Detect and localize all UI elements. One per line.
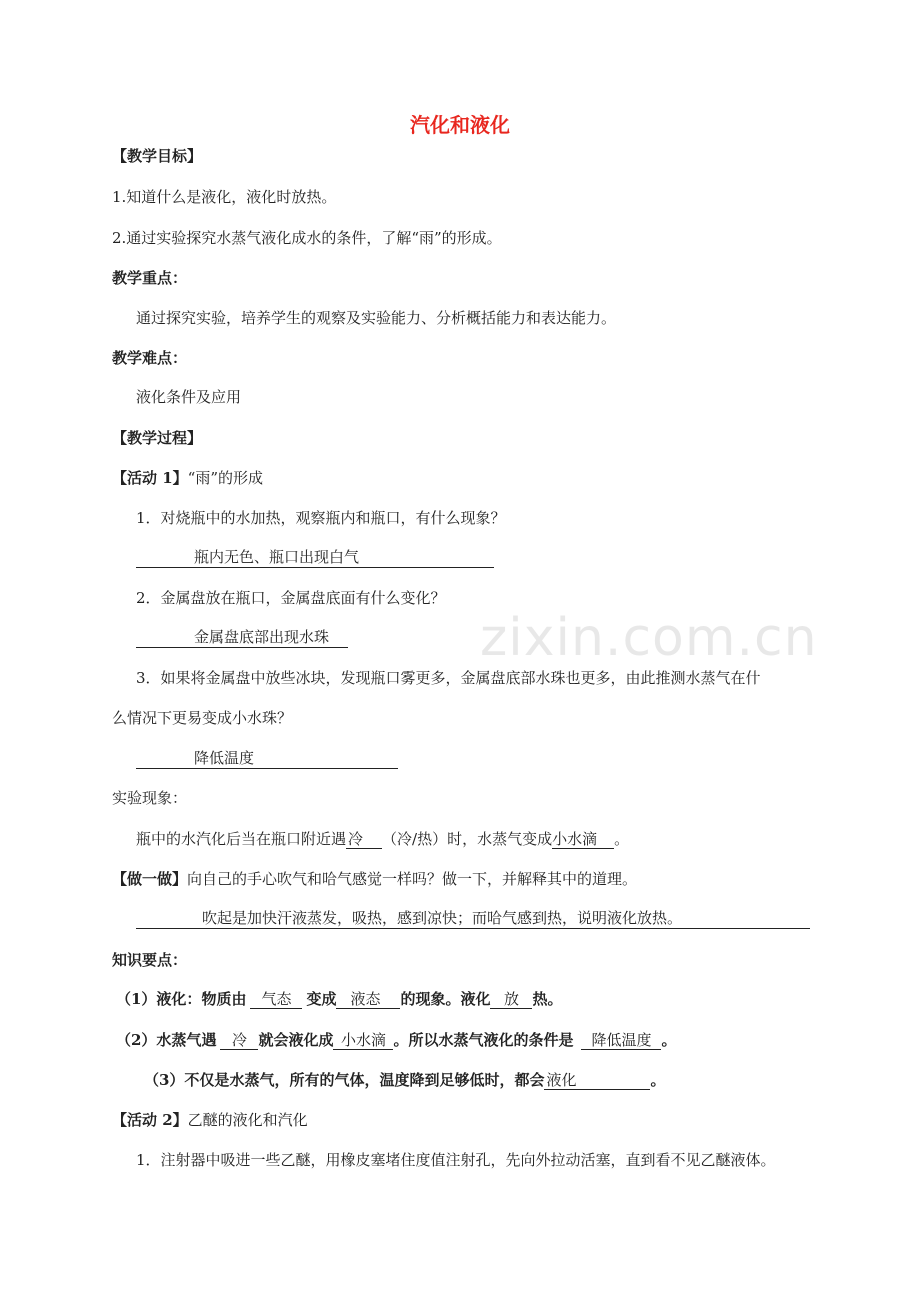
activity1-answer-2: 金属盘底部出现水珠	[136, 627, 348, 648]
key-points-heading: 教学重点：	[112, 269, 188, 287]
phenomenon-part-3: 。	[614, 830, 630, 848]
knowledge-1-part-4: 热。	[532, 990, 563, 1008]
knowledge-1-part-2: 变成	[306, 990, 337, 1008]
goal-item-2: 2.通过实验探究水蒸气液化成水的条件，了解“雨”的形成。	[112, 229, 502, 247]
activity2-title: 乙醚的液化和汽化	[187, 1111, 308, 1129]
knowledge-2-part-1: （2）水蒸气遇	[116, 1031, 217, 1049]
knowledge-2-part-3: 。所以水蒸气液化的条件是	[393, 1031, 574, 1049]
knowledge-1-part-1: （1）液化：物质由	[116, 990, 247, 1008]
do-it-label: 【做一做】	[112, 870, 188, 888]
knowledge-1-blank-3: 放	[490, 990, 532, 1009]
knowledge-point-2	[116, 1030, 677, 1050]
activity1-question-3-line-2: 么情况下更易变成小水珠？	[112, 709, 293, 727]
knowledge-3-part-1: （3）不仅是水蒸气，所有的气体，温度降到足够低时，都会	[144, 1071, 545, 1089]
difficulties-heading: 教学难点：	[112, 349, 188, 367]
activity2-question-1: 1．注射器中吸进一些乙醚，用橡皮塞堵住度值注射孔，先向外拉动活塞，直到看不见乙醚液体。	[136, 1151, 776, 1169]
knowledge-point-1	[116, 989, 563, 1009]
goals-heading: 【教学目标】	[112, 147, 203, 165]
knowledge-1-part-3: 的现象。液化	[400, 990, 491, 1008]
knowledge-1-blank-1: 气态	[250, 990, 302, 1009]
phenomenon-heading: 实验现象：	[112, 789, 188, 807]
knowledge-3-part-2: 。	[650, 1071, 666, 1089]
key-points-text: 通过探究实验，培养学生的观察及实验能力、分析概括能力和表达能力。	[136, 309, 617, 327]
knowledge-point-3	[144, 1070, 665, 1090]
knowledge-1-blank-2: 液态	[336, 990, 400, 1009]
difficulties-text: 液化条件及应用	[136, 388, 242, 406]
activity2-heading	[112, 1110, 308, 1130]
knowledge-heading: 知识要点：	[112, 951, 188, 969]
phenomenon-blank-1: 冷	[346, 830, 382, 849]
activity1-label: 【活动 1】	[112, 469, 188, 487]
knowledge-2-blank-1: 冷	[220, 1031, 258, 1050]
activity1-answer-1: 瓶内无色、瓶口出现白气	[136, 547, 494, 568]
phenomenon-text	[136, 829, 629, 849]
watermark: zixin.com.cn	[480, 608, 818, 668]
do-it-question	[112, 869, 637, 889]
page-title: 汽化和液化	[410, 113, 510, 137]
activity1-heading	[112, 468, 263, 488]
activity2-label: 【活动 2】	[112, 1111, 188, 1129]
phenomenon-part-2: （冷/热）时，水蒸气变成	[382, 830, 553, 848]
knowledge-2-blank-2: 小水滴	[333, 1031, 393, 1050]
knowledge-2-part-4: 。	[661, 1031, 677, 1049]
do-it-question-text: 向自己的手心吹气和哈气感觉一样吗？做一下，并解释其中的道理。	[187, 870, 638, 888]
activity1-question-1: 1．对烧瓶中的水加热，观察瓶内和瓶口，有什么现象？	[136, 509, 506, 527]
phenomenon-part-1: 瓶中的水汽化后当在瓶口附近遇	[136, 830, 347, 848]
process-heading: 【教学过程】	[112, 429, 203, 447]
phenomenon-blank-2: 小水滴	[552, 830, 614, 849]
knowledge-2-part-2: 就会液化成	[258, 1031, 334, 1049]
activity1-question-2: 2．金属盘放在瓶口，金属盘底面有什么变化？	[136, 589, 446, 607]
knowledge-2-blank-3: 降低温度	[581, 1031, 661, 1050]
activity1-answer-3: 降低温度	[136, 748, 398, 769]
activity1-question-3-line-1: 3．如果将金属盘中放些冰块，发现瓶口雾更多，金属盘底部水珠也更多，由此推测水蒸气在什	[136, 669, 761, 687]
knowledge-3-blank-1: 液化	[544, 1071, 650, 1090]
do-it-answer: 吹起是加快汗液蒸发，吸热，感到凉快；而哈气感到热，说明液化放热。	[136, 908, 810, 929]
goal-item-1: 1.知道什么是液化，液化时放热。	[112, 188, 337, 206]
activity1-title: “雨”的形成	[187, 469, 264, 487]
